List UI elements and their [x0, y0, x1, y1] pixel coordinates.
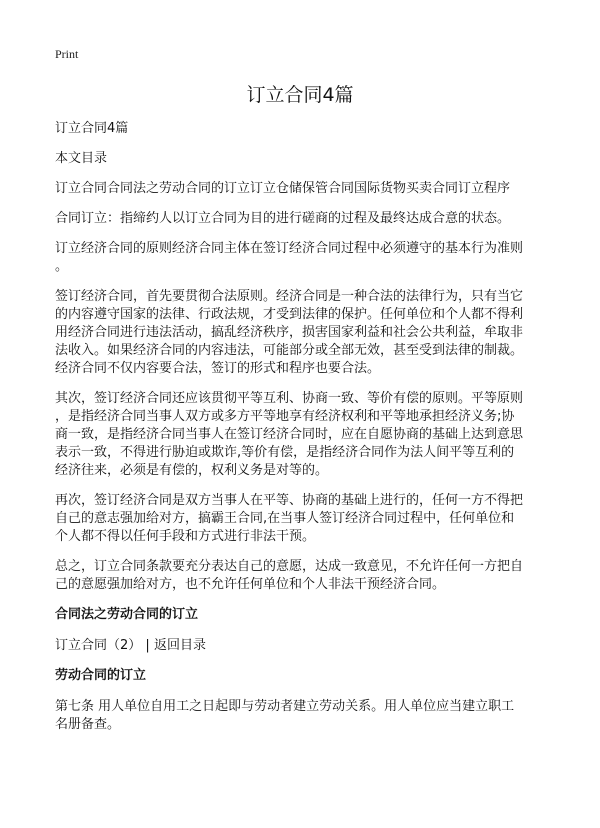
nav-separator: | [145, 638, 150, 653]
paragraph-line: 法收入。如果经济合同的内容违法，可能部分或全部无效，甚至受到法律的制裁。 [55, 343, 524, 358]
paragraph-line: 经济合同不仅内容要合法，签订的形式和程序也要合法。 [55, 361, 381, 376]
paragraph-line: 表示一致，不得进行胁迫或欺诈,等价有偿，是指经济合同作为法人间平等互利的 [55, 445, 515, 460]
paragraph-summary [55, 558, 550, 594]
paragraph-line: 签订经济合同，首先要贯彻合法原则。经济合同是一种合法的法律行为，只有当它 [55, 289, 524, 304]
section-heading: 合同法之劳动合同的订立 [55, 607, 199, 622]
section-nav-item[interactable]: 订立合同（2） [55, 638, 142, 653]
section-nav [55, 637, 550, 655]
paragraph-definition: 合同订立：指缔约人以订立合同为目的进行磋商的过程及最终达成合意的状态。 [55, 211, 511, 226]
paragraph-line: 个人都不得以任何手段和方式进行非法干预。 [55, 529, 316, 544]
paragraph-line: 己的意愿强加给对方，也不允许任何单位和个人非法干预经济合同。 [55, 577, 446, 592]
paragraph-line: 商一致，是指经济合同当事人在签订经济合同时，应在自愿协商的基础上达到意思 [55, 427, 524, 442]
print-link[interactable]: Print [55, 47, 79, 61]
paragraph-equality [55, 390, 550, 480]
paragraph-line: 用经济合同进行违法活动，搞乱经济秩序，损害国家利益和社会公共利益，牟取非 [55, 325, 524, 340]
paragraph-line: 经济往来，必须是有偿的，权利义务是对等的。 [55, 463, 329, 478]
paragraph-line: 总之，订立合同条款要充分表达自己的意愿，达成一致意见，不允许任何一方把自 [55, 559, 524, 574]
document-title: 订立合同4篇 [246, 84, 354, 106]
subsection-heading: 劳动合同的订立 [55, 668, 147, 683]
paragraph-line: 其次，签订经济合同还应该贯彻平等互利、协商一致、等价有偿的原则。平等原则 [55, 391, 524, 406]
paragraph-line: 自己的意志强加给对方，搞霸王合同,在当事人签订经济合同过程中，任何单位和 [55, 511, 515, 526]
paragraph-line: 名册备查。 [55, 717, 121, 732]
paragraph-line: ，是指经济合同当事人双方或多方平等地享有经济权利和平等地承担经济义务;协 [55, 409, 515, 424]
back-to-toc-link[interactable]: 返回目录 [153, 638, 206, 653]
toc-line: 订立合同合同法之劳动合同的订立订立仓储保管合同国际货物买卖合同订立程序 [55, 181, 511, 196]
paragraph-line: 。 [55, 259, 69, 274]
subtitle: 订立合同4篇 [55, 121, 129, 136]
paragraph-article-7 [55, 698, 550, 734]
paragraph-line: 的内容遵守国家的法律、行政法规，才受到法律的保护。任何单位和个人都不得利 [55, 307, 524, 322]
paragraph-line: 订立经济合同的原则经济合同主体在签订经济合同过程中必须遵守的基本行为准则 [55, 241, 524, 256]
paragraph-principle [55, 240, 550, 276]
paragraph-legality [55, 288, 550, 378]
toc-label: 本文目录 [55, 151, 108, 166]
paragraph-mutual [55, 492, 550, 546]
paragraph-line: 再次，签订经济合同是双方当事人在平等、协商的基础上进行的，任何一方不得把 [55, 493, 524, 508]
document-body [55, 120, 550, 746]
paragraph-line: 第七条 用人单位自用工之日起即与劳动者建立劳动关系。用人单位应当建立职工 [55, 699, 515, 714]
